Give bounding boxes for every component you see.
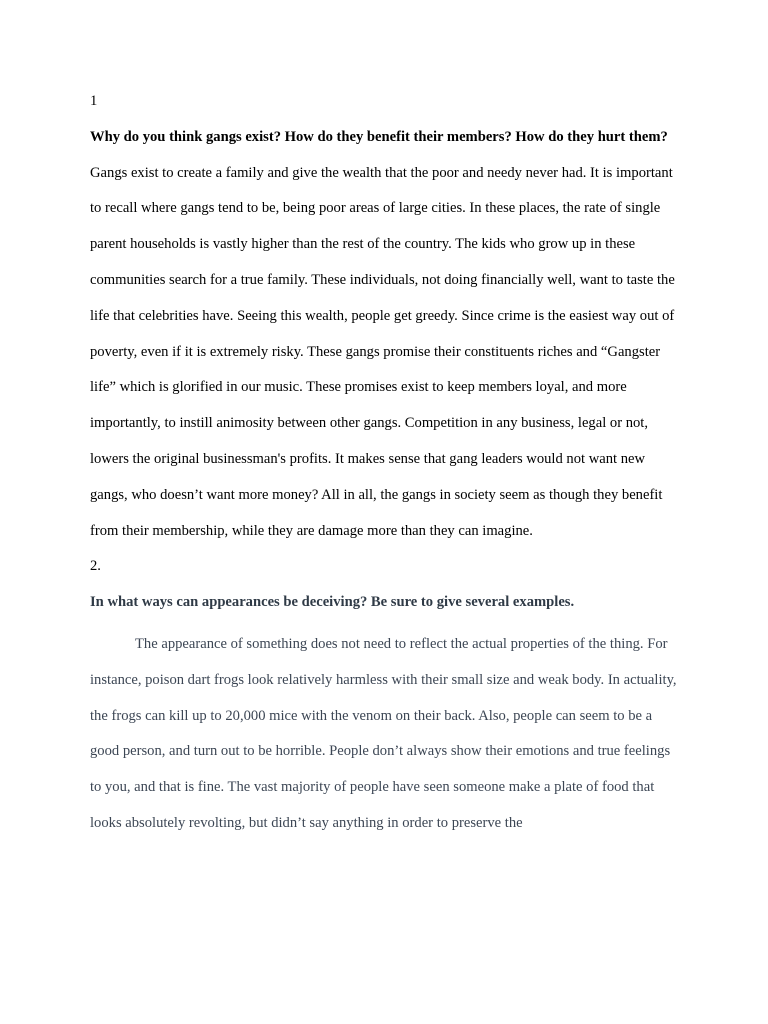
document-page [90, 84, 680, 842]
question-2-answer: The appearance of something does not need to reflect the actual properties of the thing. For instance, poison dart frogs look relatively harmless with their small size and weak body. In actuality, the frogs can kill up to 20,000 mice with the venom on their back. Also, people can seem to be a good person, and turn out to be horrible. People don’t always show their emotions and true feelings to you, and that is fine. The vast majority of people have seen someone make a plate of food that looks absolutely revolting, but didn’t say anything in order to preserve the [90, 635, 677, 831]
question-2-number: 2. [90, 558, 101, 575]
question-1-heading: Why do you think gangs exist? How do they benefit their members? How do they hurt them? [90, 128, 668, 145]
question-2-heading: In what ways can appearances be deceiving? Be sure to give several examples. [90, 594, 575, 611]
question-1-number: 1 [90, 93, 98, 109]
question-1-answer: Gangs exist to create a family and give the wealth that the poor and needy never had. It is important to recall where gangs tend to be, being poor areas of large cities. In these places, the rate of single parent households is vastly higher than the rest of the country. The kids who grow up in these communities search for a true family. These individuals, not doing financially well, want to taste the life that celebrities have. Seeing this wealth, people get greedy. Since crime is the easiest way out of poverty, even if it is extremely risky. These gangs promise their constituents riches and “Gangster life” which is glorified in our music. These promises exist to keep members loyal, and more importantly, to instill animosity between other gangs. Competition in any business, legal or not, lowers the original businessman's profits. It makes sense that gang leaders would not want new gangs, who doesn’t want more money? All in all, the gangs in society seem as though they benefit from their membership, while they are damage more than they can imagine. [90, 164, 675, 539]
